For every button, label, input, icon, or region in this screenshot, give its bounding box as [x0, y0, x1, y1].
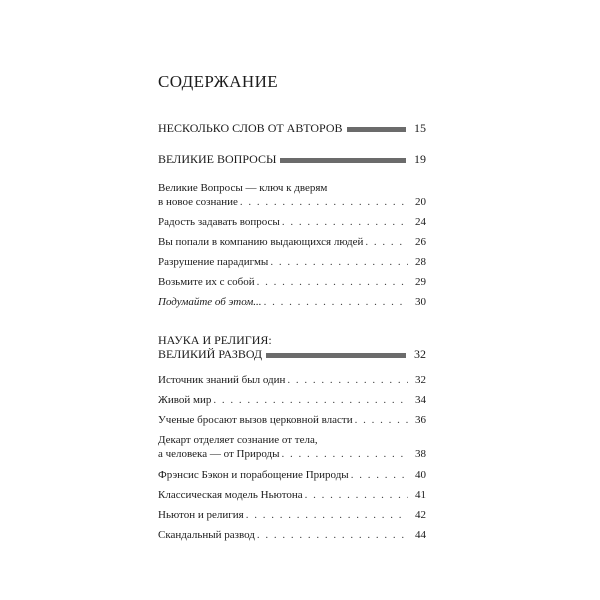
dot-leader: [257, 528, 408, 543]
section-bar: [347, 127, 406, 132]
section-title-line1[interactable]: НАУКА И РЕЛИГИЯ:: [158, 333, 272, 347]
page-number: 42: [415, 509, 426, 521]
toc-entry[interactable]: [158, 488, 426, 503]
page-number: 32: [415, 374, 426, 386]
page-number: 24: [415, 216, 426, 228]
toc-entry[interactable]: [158, 195, 426, 210]
section-bar: [280, 158, 406, 163]
entry-title: Классическая модель Ньютона: [158, 489, 303, 501]
toc-entry[interactable]: [158, 413, 426, 428]
page-number: 28: [415, 256, 426, 268]
section-title: ВЕЛИКИЙ РАЗВОД: [158, 347, 263, 361]
section-title: ВЕЛИКИЕ ВОПРОСЫ: [158, 152, 277, 166]
page-number: 34: [415, 394, 426, 406]
entry-title: Скандальный развод: [158, 529, 255, 541]
dot-leader: [246, 508, 408, 523]
toc-entry[interactable]: [158, 393, 426, 408]
dot-leader: [355, 413, 408, 428]
toc-entry[interactable]: [158, 295, 426, 310]
page-number: 26: [415, 236, 426, 248]
entry-title: Ньютон и религия: [158, 509, 244, 521]
toc-entry[interactable]: [158, 255, 426, 270]
page-number: 41: [415, 489, 426, 501]
toc-section[interactable]: [158, 152, 426, 167]
entry-title: а человека — от Природы: [158, 448, 280, 460]
toc-section[interactable]: [158, 347, 426, 362]
toc-entry[interactable]: [158, 468, 426, 483]
toc-entry[interactable]: [158, 528, 426, 543]
page-number: 32: [414, 347, 426, 361]
section-bar: [266, 353, 406, 358]
dot-leader: [240, 195, 408, 210]
entry-title: Источник знаний был один: [158, 374, 286, 386]
toc-section[interactable]: [158, 121, 426, 136]
entry-title: Живой мир: [158, 394, 212, 406]
toc-entry[interactable]: [158, 215, 426, 230]
page-number: 20: [415, 196, 426, 208]
toc-entry[interactable]: [158, 235, 426, 250]
entry-title: Ученые бросают вызов церковной власти: [158, 414, 353, 426]
page-number: 44: [415, 529, 426, 541]
dot-leader: [282, 215, 408, 230]
entry-title: Возьмите их с собой: [158, 276, 255, 288]
toc-entry[interactable]: [158, 373, 426, 388]
entry-title: в новое сознание: [158, 196, 238, 208]
page-number: 29: [415, 276, 426, 288]
entry-title: Вы попали в компанию выдающихся людей: [158, 236, 364, 248]
dot-leader: [287, 373, 408, 388]
dot-leader: [365, 235, 408, 250]
page-number: 15: [414, 121, 426, 135]
dot-leader: [264, 295, 408, 310]
entry-title: Разрушение парадигмы: [158, 256, 269, 268]
toc-entry-line1[interactable]: Декарт отделяет сознание от тела,: [158, 434, 318, 446]
page-number: 19: [414, 152, 426, 166]
dot-leader: [282, 447, 408, 462]
toc-entry-line1[interactable]: Великие Вопросы — ключ к дверям: [158, 182, 328, 194]
toc-entry[interactable]: [158, 275, 426, 290]
dot-leader: [270, 255, 408, 270]
entry-title: Радость задавать вопросы: [158, 216, 280, 228]
page-number: 36: [415, 414, 426, 426]
page-number: 30: [415, 296, 426, 308]
toc-entry[interactable]: [158, 447, 426, 462]
page-number: 40: [415, 469, 426, 481]
toc-entry[interactable]: [158, 508, 426, 523]
dot-leader: [257, 275, 408, 290]
entry-title: Подумайте об этом...: [158, 296, 262, 308]
dot-leader: [351, 468, 408, 483]
page-title: СОДЕРЖАНИЕ: [158, 72, 279, 91]
toc-page: [158, 0, 426, 600]
dot-leader: [305, 488, 408, 503]
page-number: 38: [415, 448, 426, 460]
section-title: НЕСКОЛЬКО СЛОВ ОТ АВТОРОВ: [158, 121, 343, 135]
entry-title: Фрэнсис Бэкон и порабощение Природы: [158, 469, 349, 481]
dot-leader: [213, 393, 408, 408]
